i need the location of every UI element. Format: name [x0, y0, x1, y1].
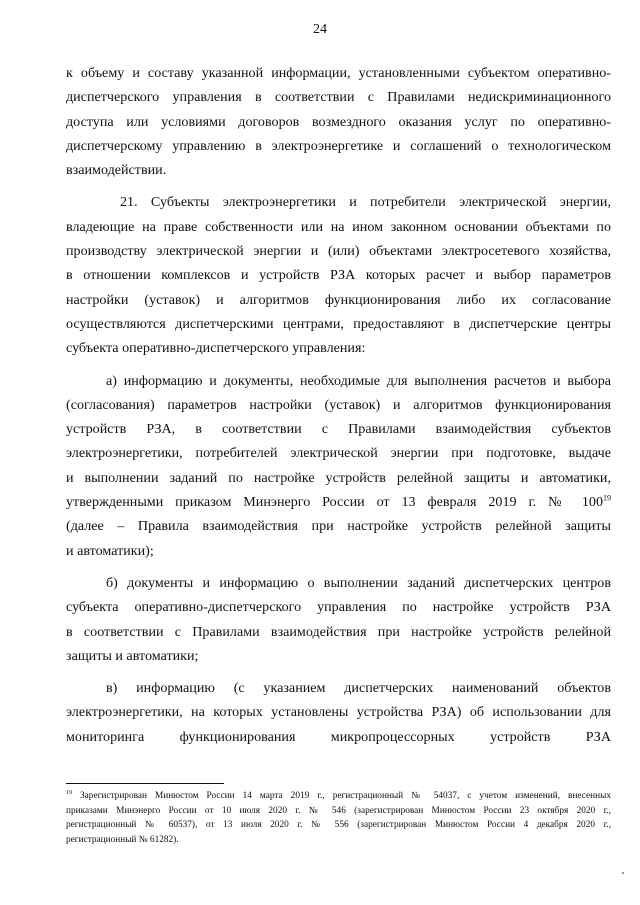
- text-fragment: утвержденными приказом Минэнерго России от 13 февраля 2019 г. № 100: [66, 494, 603, 511]
- text-line: 21. Субъекты электроэнергетики и потребители электрической энергии,: [120, 194, 611, 211]
- footnote-line: [66, 789, 611, 804]
- text-line: производству электрической энергии и (или) объектами электросетевого хозяйства,: [66, 243, 611, 260]
- text-line: субъекта оперативно-диспетчерского управления по настройке устройств РЗА: [66, 599, 611, 616]
- body-text: [66, 61, 611, 749]
- text-line-with-footnote: [66, 490, 611, 514]
- footnote-line: регистрационный № 60537), от 13 июля 2020 г. № 556 (зарегистрирован Минюстом России 4 декабря 2020 г.,: [66, 820, 611, 830]
- footnote-ref: 19: [603, 493, 611, 503]
- text-line: электроэнергетики, потребителей электрической энергии при подготовке, выдаче: [66, 445, 611, 462]
- scan-speck: [622, 872, 624, 874]
- footnote-separator: [66, 783, 224, 784]
- footnote-line: регистрационный № 61282).: [66, 834, 179, 845]
- page-number: 24: [313, 22, 327, 37]
- text-line: и автоматики);: [66, 542, 154, 559]
- text-line: (далее – Правила взаимодействия при настройке устройств релейной защиты: [66, 518, 611, 535]
- footnote-mark: 19: [66, 789, 72, 796]
- item-v: [66, 676, 611, 749]
- text-line: взаимодействии.: [66, 162, 167, 179]
- item-b: [66, 571, 611, 668]
- text-line: защиты и автоматики;: [66, 647, 199, 664]
- text-line: и выполнении заданий по настройке устройств релейной защиты и автоматики,: [66, 469, 611, 486]
- text-line: в) информацию (с указанием диспетчерских наименований объектов: [106, 680, 611, 697]
- text-fragment: Зарегистрирован Минюстом России 14 марта 2019 г., регистрационный № 54037, с учетом изменений, внесенных: [80, 791, 611, 801]
- text-line: мониторинга функционирования микропроцессорных устройств РЗА: [66, 728, 611, 745]
- text-line: к объему и составу указанной информации, установленными субъектом оперативно-: [66, 65, 611, 81]
- text-line: субъекта оперативно-диспетчерского управления:: [66, 340, 366, 357]
- text-line: электроэнергетики, на которых установлены устройства РЗА) об использовании для: [66, 704, 611, 721]
- text-line: владеющие на праве собственности или на ином законном основании объектами по: [66, 218, 611, 235]
- text-line: настройки (уставок) и алгоритмов функционирования либо их согласование: [66, 291, 611, 308]
- text-line: в соответствии с Правилами взаимодействия при настройке устройств релейной: [66, 623, 611, 640]
- text-line: диспетчерскому управлению в электроэнергетике и соглашений о технологическом: [66, 137, 611, 154]
- text-line: устройств РЗА, в соответствии с Правилами взаимодействия субъектов: [66, 421, 611, 438]
- item-a: [66, 369, 611, 563]
- paragraph-21: [66, 190, 611, 360]
- text-line: доступа или условиями договоров возмездного оказания услуг по оперативно-: [66, 113, 611, 130]
- footnote-line: приказами Минэнерго России от 10 июля 2020 г. № 546 (зарегистрирован Минюстом России 23 октября 2020 г.,: [66, 805, 611, 816]
- text-line: (согласования) параметров настройки (уставок) и алгоритмов функционирования: [66, 396, 611, 413]
- paragraph-continuation: [66, 61, 611, 182]
- text-line: осуществляются диспетчерскими центрами, предоставляют в диспетчерские центры: [66, 315, 611, 332]
- footnote: [66, 789, 611, 847]
- text-line: а) информацию и документы, необходимые для выполнения расчетов и выбора: [106, 372, 611, 389]
- text-line: б) документы и информацию о выполнении заданий диспетчерских центров: [106, 574, 611, 591]
- text-line: в отношении комплексов и устройств РЗА которых расчет и выбор параметров: [66, 267, 611, 284]
- text-line: диспетчерского управления в соответствии с Правилами недискриминационного: [66, 89, 611, 106]
